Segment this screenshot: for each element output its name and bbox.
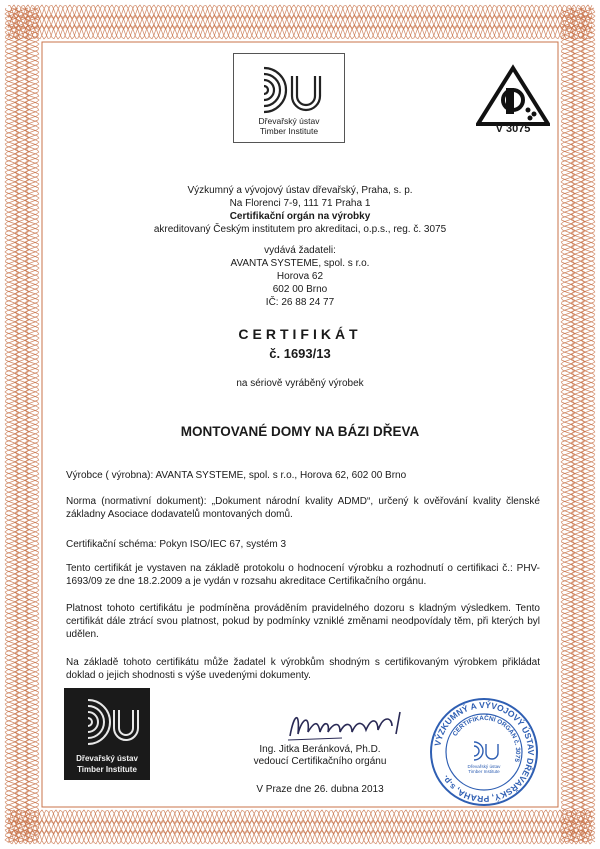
timber-institute-logo [233, 53, 345, 143]
validity-paragraph: Platnost tohoto certifikátu je podmíněna prováděním pravidelného dozoru s kladným výsledkem. Tento certifikát dále ztrácí svou platnost, pokud by podmínky vzniklé změnami neodpovídaly těm, při kterých byl udělen. [66, 603, 540, 640]
official-stamp [428, 696, 540, 808]
issuer-block [100, 184, 500, 236]
applicant-intro: vydává žadateli: [264, 245, 336, 256]
logo-text-line1: Dřevařský ústav [258, 116, 320, 126]
applicant-city: 602 00 Brno [272, 284, 328, 295]
applicant-name: AVANTA SYSTEME, spol. s r.o. [230, 258, 370, 269]
logo-text-line2: Timber Institute [259, 126, 319, 136]
stamp-center-line2: Timber Institute [468, 769, 500, 774]
logo-dark-text-line1: Dřevařský ústav [76, 754, 138, 763]
product-name: MONTOVANÉ DOMY NA BÁZI DŘEVA [180, 424, 420, 439]
stamp-inner-text: CERTIFIKAČNÍ ORGÁN č. 3075 [451, 714, 522, 763]
certificate-title: CERTIFIKÁT [238, 326, 362, 342]
scheme-paragraph: Certifikační schéma: Pokyn ISO/IEC 67, systém 3 [66, 539, 287, 550]
manufacturer-paragraph: Výrobce ( výrobna): AVANTA SYSTEME, spol. s r.o., Horova 62, 602 00 Brno [66, 470, 407, 481]
signatory-name: Ing. Jitka Beránková, Ph.D. [259, 744, 381, 755]
signatory-role: vedoucí Certifikačního orgánu [253, 756, 387, 767]
usage-paragraph: Na základě tohoto certifikátu může žadatel k výrobkům shodným s certifikovaným výrobkem přikládat doklad o jejich shodnosti s výše uvedenými dokumenty. [66, 657, 540, 681]
applicant-street: Horova 62 [276, 271, 324, 282]
issuer-address: Na Florenci 7-9, 111 71 Praha 1 [229, 198, 371, 209]
du-logo-icon [234, 60, 344, 120]
timber-institute-logo-dark [64, 688, 150, 780]
applicant-ic: IČ: 26 88 24 77 [265, 297, 335, 308]
du-logo-dark-icon [64, 692, 150, 754]
logo-dark-text-line2: Timber Institute [77, 765, 137, 774]
signature-image [282, 704, 422, 746]
stamp-center-line1: Dřevařský ústav [467, 764, 501, 769]
accreditation-number: V 3075 [495, 123, 531, 135]
signatory-block [230, 744, 410, 768]
certificate-subtitle: na sériově vyráběný výrobek [236, 378, 364, 389]
stamp-ring-text: VÝZKUMNÝ A VÝVOJOVÝ ÚSTAV DŘEVAŘSKÝ, PRAHA, s.p. [432, 699, 537, 805]
applicant-block [100, 244, 500, 309]
place-date: V Praze dne 26. dubna 2013 [256, 784, 384, 795]
stamp-du-logo-icon [474, 742, 498, 760]
certificate-number: č. 1693/13 [269, 346, 331, 361]
issuer-name: Výzkumný a vývojový ústav dřevařský, Praha, s. p. [187, 185, 413, 196]
norm-paragraph: Norma (normativní dokument): „Dokument národní kvality ADMD“, určený k ověřování kvality členské základny Asociace dodavatelů montovaných domů. [66, 496, 540, 520]
issuer-accreditation: akreditovaný Českým institutem pro akreditaci, o.p.s., reg. č. 3075 [153, 224, 447, 235]
issued-paragraph: Tento certifikát je vystaven na základě protokolu o hodnocení výrobku a rozhodnutí o certifikaci č.: PHV- 1693/09 ze dne 18.2.2009 a je vydán v rozsahu akreditace Certifikačního orgánu. [66, 563, 540, 587]
issuer-body: Certifikační orgán na výrobky [229, 211, 371, 222]
